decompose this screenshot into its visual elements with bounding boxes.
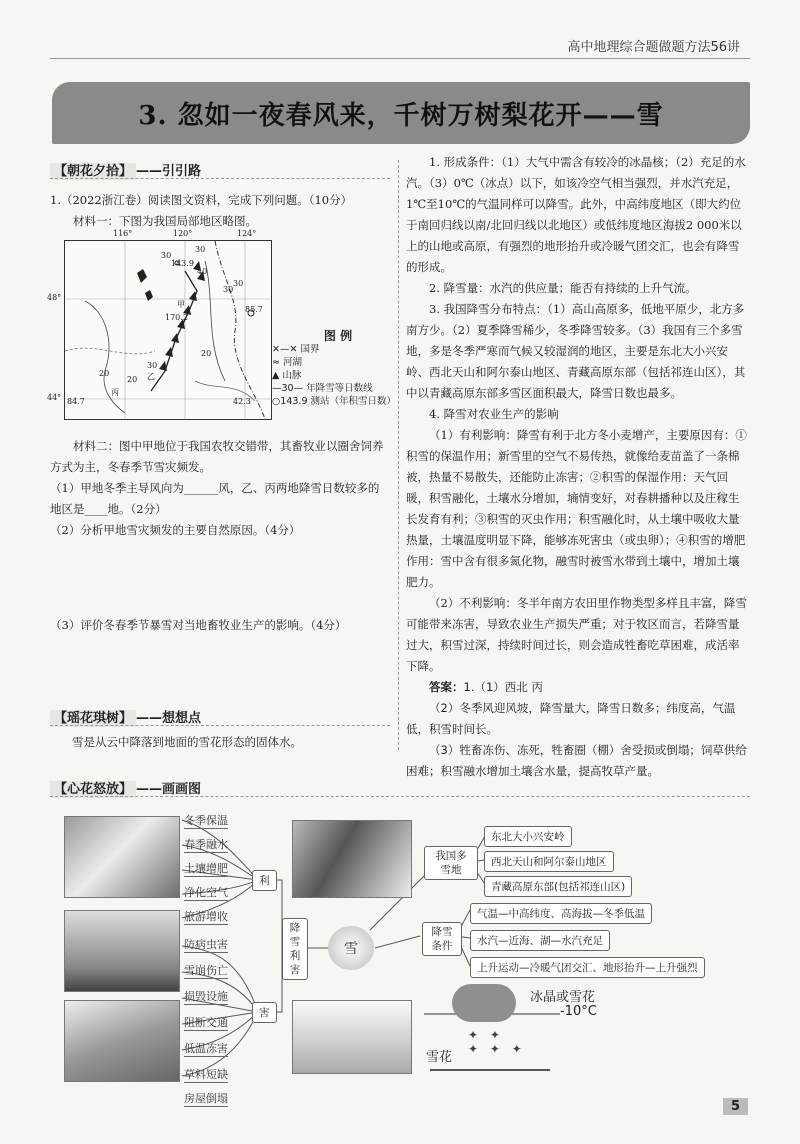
place-label: 丙 xyxy=(111,388,119,397)
map-number: 30 xyxy=(233,279,244,288)
knowledge-para: （2）不利影响：冬半年南方农田里作物类型多样且丰富，降雪可能带来冻害，导致农业生产损失严重；对于牧区而言，若降雪量过大，积雪过深，持续时间过长，则会造成牲畜吃草困难，成活率下降。 xyxy=(406,596,747,673)
sub-question-2: （2）分析甲地雪灾频发的主要自然原因。（4分） xyxy=(50,523,301,537)
condition-item: 气温—中高纬度、高海拔—冬季低温 xyxy=(470,903,652,924)
lat-label: 44° xyxy=(47,393,62,402)
photo-frozen-lake xyxy=(292,1000,412,1074)
condition-item: 水汽—近海、湖—水汽充足 xyxy=(470,930,610,951)
answer-1: 1.（1）西北 丙 xyxy=(463,680,543,694)
legend-item: ✕—✕ 国界 xyxy=(272,344,320,355)
section-tag: 【心花怒放】 xyxy=(50,781,136,798)
benefit-node: 利 xyxy=(252,870,277,891)
answer-2: （2）冬季风迎风坡，降雪量大，降雪日数多；纬度高，气温低，积雪时间长。 xyxy=(406,701,736,736)
region-item: 西北天山和阿尔泰山地区 xyxy=(484,851,614,872)
legend-item: ▲ 山脉 xyxy=(272,370,302,381)
lon-label: 124° xyxy=(237,229,257,238)
region-node: 我国多雪地 xyxy=(424,846,478,880)
harm-item: 低温冻害 xyxy=(184,1042,228,1055)
benefit-item: 土壤增肥 xyxy=(184,862,228,875)
map-number: 30 xyxy=(161,251,172,260)
sub-question-3: （3）评价冬春季节暴雪对当地畜牧业生产的影响。（4分） xyxy=(50,618,347,632)
knowledge-para: 3. 我国降雪分布特点：（1）高山高原多，低地平原少，北方多南方少。（2）夏季降雪稀少，冬季降雪较多。（3）我国有三个多雪地，多是冬季严寒而气候又较湿润的地区，主要是东北大小兴安岭、西北天山和阿尔泰山地区、青藏高原东部（包括祁连山区），其中以青藏高原东部多雪区面积最大，降雪日数也最多。 xyxy=(406,302,746,400)
condition-item: 上升运动—冷暖气团交汇、地形抬升—上升强烈 xyxy=(470,957,705,978)
map-number: 20 xyxy=(201,349,212,358)
book-title: 高中地理综合题做题方法56讲 xyxy=(567,40,740,55)
condition-node: 降雪条件 xyxy=(422,922,462,956)
legend-item: ≈ 河湖 xyxy=(272,357,302,368)
benefit-item: 冬季保温 xyxy=(184,814,228,827)
map-number: 20 xyxy=(99,369,110,378)
material-two: 材料二：图中甲地位于我国农牧交错带，其畜牧业以圈舍饲养方式为主，冬春季节雪灾频发。 xyxy=(50,439,384,474)
knowledge-para: （1）有利影响：降雪有利于北方冬小麦增产，主要原因有：①积雪的保温作用；新雪里的空气不易传热，就像给麦苗盖了一条棉被，热量不易散失，还能防止冻害；②积雪的保湿作用：天气回暖，积雪融化，土壤水分增加，墒情变好，对春耕播种以及庄稼生长发育有利；③积雪的灭虫作用；积雪融化时，从土壤中吸收大量热量，土壤温度明显下降，能够冻死害虫（或虫卵）；④积雪的增肥作用：雪中含有很多氮化物，融雪时被雪水带到土壤中，增加土壤肥力。 xyxy=(406,428,747,589)
photo-snowfield xyxy=(64,816,180,898)
map-number: 30 xyxy=(147,361,158,370)
lon-label: 116° xyxy=(113,229,133,238)
place-label: 乙 xyxy=(147,372,155,381)
benefit-item: 净化空气 xyxy=(184,886,228,899)
lat-label: 48° xyxy=(47,293,62,302)
map-number: 20 xyxy=(127,375,138,384)
center-label: 雪 xyxy=(344,941,358,957)
map-number: 42.3 xyxy=(233,397,251,406)
section-tag: 【朝花夕拾】 xyxy=(50,163,136,180)
harm-item: 防病虫害 xyxy=(184,938,228,951)
benefit-item: 春季融水 xyxy=(184,838,228,851)
section-title: ——引引路 xyxy=(136,164,202,179)
knowledge-para: 4. 降雪对农业生产的影响 xyxy=(429,407,559,421)
photo-avalanche xyxy=(64,910,180,992)
map-number: 40 xyxy=(197,267,208,276)
map-number: 30 xyxy=(223,285,234,294)
answer-label: 答案： xyxy=(429,680,464,694)
photo-snow-road xyxy=(64,1000,180,1082)
harm-node: 害 xyxy=(252,1002,277,1023)
page-number: 5 xyxy=(723,1098,748,1115)
harm-item: 损毁设施 xyxy=(184,990,228,1003)
section-title: ——画画图 xyxy=(136,782,202,797)
region-item: 青藏高原东部(包括祁连山区) xyxy=(484,876,632,897)
legend-title: 图 例 xyxy=(323,329,353,343)
impact-node: 降雪利害 xyxy=(282,918,308,980)
map-number: 170.2 xyxy=(165,313,188,322)
map-number: 84.7 xyxy=(67,397,85,406)
harm-item: 草料短缺 xyxy=(184,1068,228,1081)
snow-label: 雪花 xyxy=(426,1050,453,1065)
knowledge-para: 1. 形成条件：（1）大气中需含有较冷的冰晶核；（2）充足的水汽。（3）0℃（冰点）以下，如该冷空气相当强烈，并水汽充足，1℃至10℃的气温同样可以降雪。此外，中高纬度地区（即大约位于南回归线以南/北回归线以北地区）或低纬度地区海拔2 000米以上的山地或高原，有强烈的地形抬升或冷暖气团交汇，也会有降雪的形成。 xyxy=(406,155,746,274)
section-tag: 【瑶花琪树】 xyxy=(50,710,136,727)
map-number: 85.7 xyxy=(245,305,263,314)
place-label: 甲 xyxy=(177,300,185,309)
section-title: ——想想点 xyxy=(136,711,202,726)
legend-item: ○143.9 测站（年积雪日数） xyxy=(272,396,397,407)
region-item: 东北大小兴安岭 xyxy=(484,826,572,847)
benefit-item: 旅游增收 xyxy=(184,910,228,923)
question-intro: 1.（2022浙江卷）阅读图文资料，完成下列问题。（10分） xyxy=(50,193,353,207)
cloud-icon xyxy=(452,984,516,1022)
answer-3: （3）牲畜冻伤、冻死，牲畜圈（棚）舍受损或倒塌；饲草供给困难；积雪融水增加土壤含水量，提高牧草产量。 xyxy=(406,743,747,778)
temp-label: -10°C xyxy=(560,1004,597,1019)
snowflake-icon: ✦ ✦ ✦ ✦ ✦ xyxy=(468,1028,526,1056)
harm-item: 雪崩伤亡 xyxy=(184,964,228,977)
knowledge-para: 2. 降雪量：水汽的供应量；能否有持续的上升气流。 xyxy=(429,281,697,295)
harm-item: 阻断交通 xyxy=(184,1016,228,1029)
photo-people-snow xyxy=(292,820,412,898)
cloud-label: 冰晶或雪花 xyxy=(530,990,596,1005)
map-number: 30 xyxy=(195,245,206,254)
chapter-title: 3. 忽如一夜春风来，千树万树梨花开——雪 xyxy=(138,100,664,131)
center-node xyxy=(328,926,374,970)
definition: 雪是从云中降落到地面的雪花形态的固体水。 xyxy=(72,735,302,749)
map-number: 143.9 xyxy=(171,259,194,268)
lon-label: 120° xyxy=(173,229,193,238)
harm-item: 房屋倒塌 xyxy=(184,1092,228,1105)
sub-question-1: （1）甲地冬季主导风向为______风，乙、丙两地降雪日数较多的地区是____地。（2分） xyxy=(50,481,380,516)
material-one: 材料一：下图为我国局部地区略图。 xyxy=(73,214,257,228)
legend-item: —30— 年降雪等日数线 xyxy=(272,383,373,394)
